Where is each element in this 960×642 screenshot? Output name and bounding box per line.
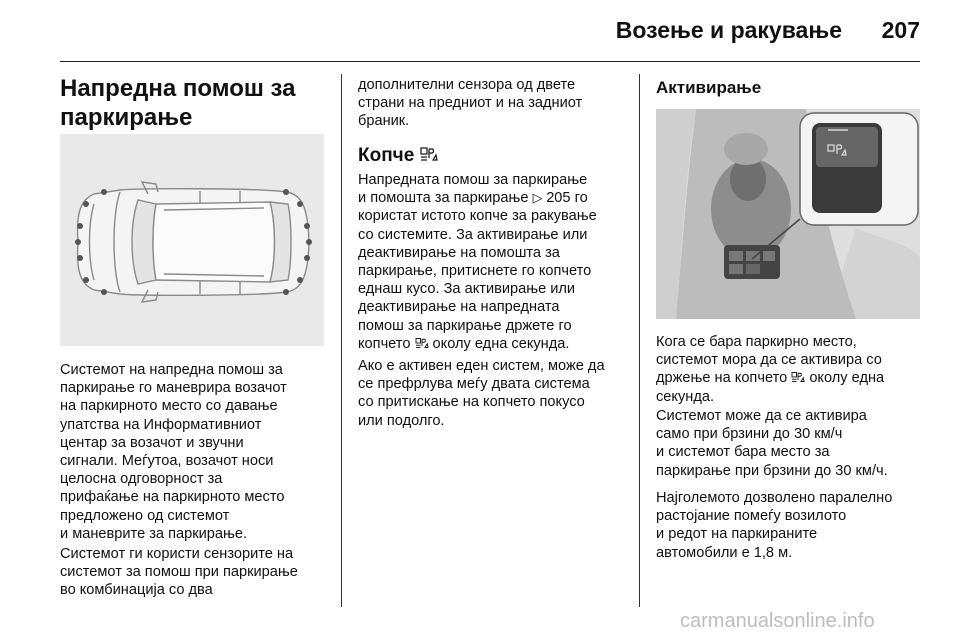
- switch-systems-paragraph: Ако е активен еден систем, може да се префрлува меѓу двата система со притискање на копчето покусо или подолго.: [358, 358, 605, 429]
- activation-text-part-a: Кога се бара паркирно место, системот мора да се активира со држење на копчето: [656, 334, 882, 387]
- page-number: 207: [881, 17, 920, 43]
- button-paragraph: [358, 171, 630, 353]
- watermark: carmanualsonline.info: [680, 610, 875, 632]
- button-heading-text: Копче: [358, 145, 415, 166]
- activation-paragraph: [656, 333, 928, 406]
- parking-assist-icon: [415, 337, 429, 349]
- subsection-title: Активирање: [656, 78, 762, 97]
- reference-arrow-icon: ▷: [532, 190, 547, 206]
- button-text-part-b: го користат истото копче за ракување со системите. За активирање или деактивирање на помошта за паркирање, притиснете го копчето еднаш кусо. За активирање или деактивирање на напредната помош за паркирање држете го копчето: [358, 190, 597, 352]
- chapter-title: Возење и ракување: [615, 17, 842, 43]
- button-text-part-a: Напредната помош за паркирање и помошта за паркирање: [358, 172, 588, 207]
- page-reference[interactable]: 205: [546, 190, 571, 207]
- sensors-paragraph-continued: дополнителни сензора од двете страни на предниот и на задниот браник.: [358, 77, 583, 130]
- section-title: Напредна помош за паркирање: [60, 75, 296, 131]
- header-divider: [60, 61, 920, 62]
- center-console-figure: [656, 109, 920, 319]
- console-illustration: [656, 109, 920, 319]
- sensors-paragraph: Системот ги користи сензорите на системот за помош при паркирање во комбинација со два: [60, 546, 298, 599]
- activation-text-part-b: околу една секунда.: [656, 370, 885, 405]
- parking-assist-icon: [420, 146, 438, 162]
- parking-assist-icon: [791, 371, 805, 383]
- button-text-part-c: околу една секунда.: [428, 335, 570, 352]
- column-divider: [341, 74, 342, 607]
- distance-paragraph: Најголемото дозволено паралелно растојание помеѓу возилото и редот на паркираните автомобили е 1,8 м.: [656, 490, 893, 561]
- page-header: [0, 0, 960, 62]
- car-illustration: [60, 134, 324, 346]
- speed-limit-paragraph: Системот може да се активира само при брзини до 30 км/ч и системот бара место за паркирање при брзини до 30 км/ч.: [656, 408, 888, 479]
- intro-paragraph: Системот на напредна помош за паркирање го маневрира возачот на паркирното место со давање упатства на Информативниот центар за возачот и звучни сигнали. Меѓутоа, возачот носи целосна одговорност за прифаќање на паркирното место предложено од системот и маневрите за паркирање.: [60, 362, 287, 542]
- column-divider: [639, 74, 640, 607]
- car-top-view-figure: [60, 134, 324, 346]
- button-heading: [358, 145, 438, 167]
